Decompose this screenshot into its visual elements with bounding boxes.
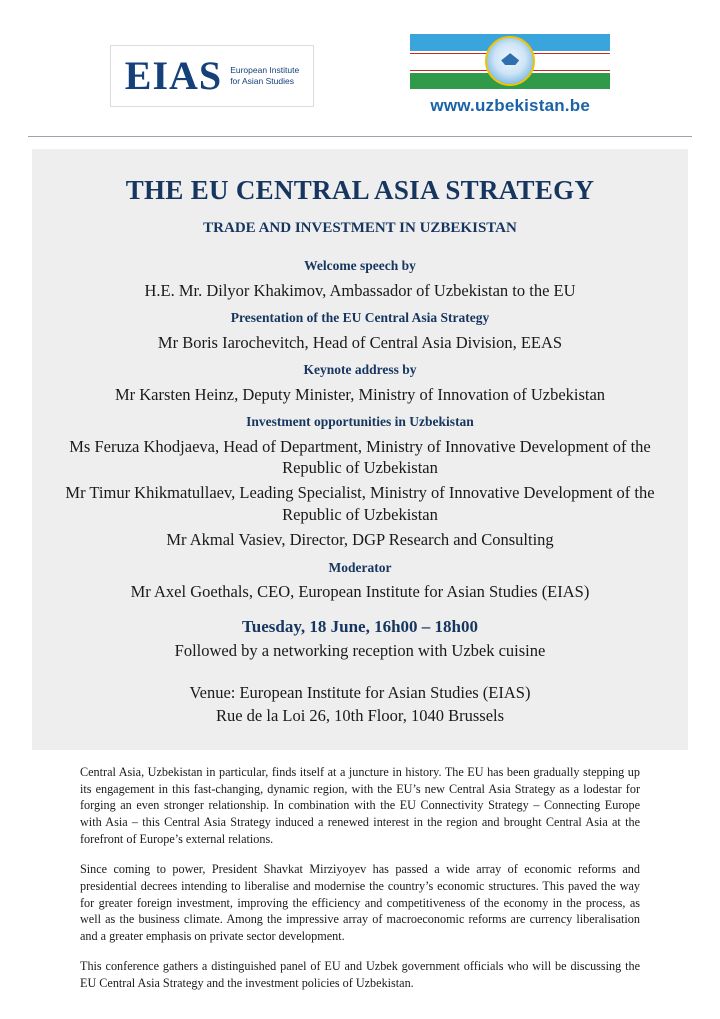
- uzbekistan-website-url: www.uzbekistan.be: [430, 96, 590, 115]
- uzbekistan-emblem-icon: [485, 36, 535, 86]
- header-divider: [28, 136, 692, 137]
- eias-tagline: [230, 65, 299, 88]
- event-address: Rue de la Loi 26, 10th Floor, 1040 Brussels: [215, 705, 505, 725]
- section-label: Welcome speech by: [304, 258, 416, 274]
- eias-wordmark: EIAS: [124, 53, 223, 98]
- section-label: Presentation of the EU Central Asia Strategy: [230, 310, 490, 326]
- uzbekistan-flag-icon: [410, 34, 610, 90]
- speaker-entry: Mr Karsten Heinz, Deputy Minister, Ministry of Innovation of Uzbekistan: [114, 384, 606, 404]
- eias-tagline-line2: for Asian Studies: [230, 76, 294, 86]
- event-reception-note: Followed by a networking reception with Uzbek cuisine: [174, 640, 546, 660]
- page-title: THE EU CENTRAL ASIA STRATEGY: [125, 175, 595, 205]
- speaker-entry: Mr Akmal Vasiev, Director, DGP Research and Consulting: [166, 530, 554, 550]
- event-venue: Venue: European Institute for Asian Studies (EIAS): [189, 682, 531, 702]
- body-paragraph: Since coming to power, President Shavkat Mirziyoyev has passed a wide array of economic reforms and presidential decrees intending to liberalise and modernise the country’s economic structures. This paved the way for greater foreign investment, improving the efficiency and competitiveness of the economy in the process, as well as the business climate. Among the impressive array of macroeconomic reforms are currency liberalisation and a greater emphasis on private sector development.: [80, 861, 640, 944]
- body-text: [80, 764, 640, 992]
- speaker-entry: Ms Feruza Khodjaeva, Head of Department, Ministry of Innovative Development of the Republic of Uzbekistan: [69, 436, 651, 477]
- section-label: Keynote address by: [303, 362, 417, 378]
- uzbekistan-be-logo: [410, 34, 610, 118]
- speaker-entry: H.E. Mr. Dilyor Khakimov, Ambassador of Uzbekistan to the EU: [144, 280, 576, 300]
- section-label: Moderator: [328, 559, 392, 575]
- eias-tagline-line1: European Institute: [230, 64, 300, 75]
- body-paragraph: Central Asia, Uzbekistan in particular, finds itself at a juncture in history. The EU has been gradually stepping up its engagement in this fast-changing, dynamic region, with the EU’s new Central Asia Strategy as a lodestar for forging an even stronger relationship. In combination with the EU Connectivity Strategy – Connecting Europe with Asia – this Central Asia Strategy induced a renewed interest in the region and brought Central Asia at the forefront of Europe’s external relations.: [80, 764, 640, 847]
- event-datetime: Tuesday, 18 June, 16h00 – 18h00: [241, 616, 479, 636]
- page-subtitle: TRADE AND INVESTMENT IN UZBEKISTAN: [203, 220, 517, 237]
- speaker-entry: Mr Axel Goethals, CEO, European Institute for Asian Studies (EIAS): [130, 582, 590, 602]
- eias-logo: [110, 45, 314, 107]
- program-panel: [32, 149, 688, 750]
- speaker-entry: Mr Boris Iarochevitch, Head of Central Asia Division, EEAS: [157, 332, 563, 352]
- section-label: Investment opportunities in Uzbekistan: [246, 414, 474, 429]
- logo-row: [0, 0, 720, 130]
- speaker-entry: Mr Timur Khikmatullaev, Leading Specialist, Ministry of Innovative Development of the Republic of Uzbekistan: [65, 483, 655, 524]
- body-paragraph: This conference gathers a distinguished panel of EU and Uzbek government officials who will be discussing the EU Central Asia Strategy and the investment policies of Uzbekistan.: [80, 959, 640, 990]
